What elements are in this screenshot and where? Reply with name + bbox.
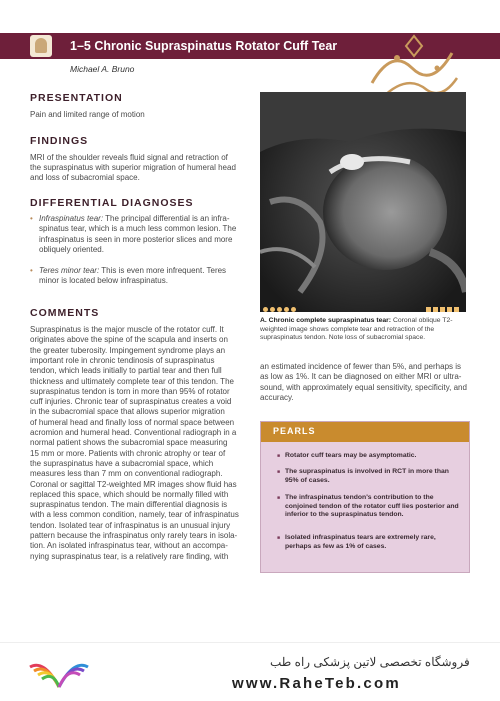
comments-line: originates above the spine of the scapula and inserts on xyxy=(30,335,228,345)
right-text-line: accuracy. xyxy=(260,392,294,402)
pearls-header xyxy=(261,422,469,442)
comments-line: with a less common condition, namely, tear of infraspinatus xyxy=(30,510,239,520)
book-logo-icon xyxy=(28,653,90,691)
differential-item xyxy=(30,214,240,255)
image-squares xyxy=(426,299,461,317)
footer xyxy=(0,642,500,701)
comments-line: 15 mm or more. Patients with chronic atrophy or tear of xyxy=(30,448,226,458)
comments-line: supraspinatus tendon. The main differential diagnosis is xyxy=(30,500,228,510)
page-title: 1–5 Chronic Supraspinatus Rotator Cuff Tear xyxy=(70,39,338,53)
differential-text: This is even more infrequent. Teres minor is located below infraspinatus. xyxy=(39,266,227,286)
caption-text: Coronal oblique T2-weighted image shows complete tear and retraction of the supraspinatus tendon. Note loss of subacromial space. xyxy=(260,317,453,341)
comments-line: tion. An isolated infraspinatus tear, without an accompa- xyxy=(30,541,228,551)
comments-line: nying supraspinatus tear, is a relatively rare finding, with xyxy=(30,551,229,561)
mri-shoulder-image xyxy=(260,92,466,312)
comments-line: pattern because the infraspinatus only rarely tears in isola- xyxy=(30,531,238,540)
pearls-box xyxy=(260,421,470,573)
differential-heading: DIFFERENTIAL DIAGNOSES xyxy=(30,197,194,209)
comments-line: tendon. Isolated tear of infraspinatus is an unusual injury xyxy=(30,520,231,530)
pearl-item: ■ Rotator cuff tears may be asymptomatic. xyxy=(277,452,463,461)
pearls-heading: PEARLS xyxy=(273,426,316,436)
image-caption xyxy=(260,317,466,343)
comments-line: in the subacromial space that allows superior migration xyxy=(30,407,225,417)
comments-line: the greater tuberosity. Impingement syndrome plays an xyxy=(30,345,226,355)
findings-line: and loss of subacromial space. xyxy=(30,173,140,182)
comments-line: cuff injuries. Chronic tear of supraspinatus creates a void xyxy=(30,397,232,407)
pearl-item: ■ The infraspinatus tendon's contribution to the conjoined tendon of the rotator cuff lies posterior and inferior to the supraspinatus tendon. xyxy=(277,494,463,520)
differential-item xyxy=(30,266,240,287)
differential-term: Teres minor tear: xyxy=(39,266,100,275)
comments-line: the supraspinatus have a subacromial space, which xyxy=(30,458,214,468)
presentation-heading: PRESENTATION xyxy=(30,92,123,104)
comments-line: acromion and humeral head. Conventional radiograph in a xyxy=(30,428,237,437)
comments-line: important role in chronic tendinosis of supraspinatus xyxy=(30,355,215,365)
comments-line: replaced this space, which should be normally filled with xyxy=(30,489,229,499)
differential-term: Infraspinatus tear: xyxy=(39,214,104,223)
comments-line: supraspinatus tendon is torn in more than 95% of rotator xyxy=(30,386,230,396)
right-text-line: sound, with approximately equal sensitivity, specificity, and xyxy=(260,382,467,392)
comments-line: normal patient shows the subacromial space measuring xyxy=(30,438,228,448)
pearl-item: ■ Isolated infraspinatus tears are extremely rare, perhaps as few as 1% of cases. xyxy=(277,534,463,551)
mri-image xyxy=(260,92,466,312)
shoulder-icon xyxy=(30,35,52,57)
right-text-line: as low as 1%. It can be diagnosed on either MRI or ultra- xyxy=(260,372,462,382)
comments-line: Supraspinatus is the major muscle of the rotator cuff. It xyxy=(30,325,224,334)
right-text-line: an estimated incidence of fewer than 5%, and perhaps is xyxy=(260,362,462,371)
comments-line: measures less than 7 mm on conventional radiograph. xyxy=(30,469,223,479)
author: Michael A. Bruno xyxy=(70,64,135,74)
presentation-text: Pain and limited range of motion xyxy=(30,110,145,119)
comments-line: Coronal or sagittal T2-weighted MR images show fluid has xyxy=(30,479,237,489)
differential-text: The principal differential is an infra-spinatus tear, which is a much less common lesion. The infraspinatus is seen in more posterior slices and more obliquely oriented. xyxy=(39,214,237,254)
comments-line: thickness and ultimately complete tear of this tendon. The xyxy=(30,376,234,386)
footer-persian-text: فروشگاه تخصصی لاتین پزشکی راه طب xyxy=(270,655,470,669)
comments-line: tendon, which leads initially to partial tear and then full xyxy=(30,366,222,376)
comments-line: of humeral head and finally loss of normal space between xyxy=(30,417,235,427)
findings-heading: FINDINGS xyxy=(30,135,89,147)
pearl-item: ■ The supraspinatus is involved in RCT in more than 95% of cases. xyxy=(277,468,463,485)
findings-line: the supraspinatus with superior migration of humeral head xyxy=(30,163,236,172)
footer-url-link[interactable]: www.RaheTeb.com xyxy=(232,675,401,692)
findings-line: MRI of the shoulder reveals fluid signal and retraction of xyxy=(30,153,228,162)
caption-bold: A. Chronic complete supraspinatus tear: xyxy=(260,317,392,324)
comments-heading: COMMENTS xyxy=(30,307,100,319)
image-dots xyxy=(263,299,298,317)
